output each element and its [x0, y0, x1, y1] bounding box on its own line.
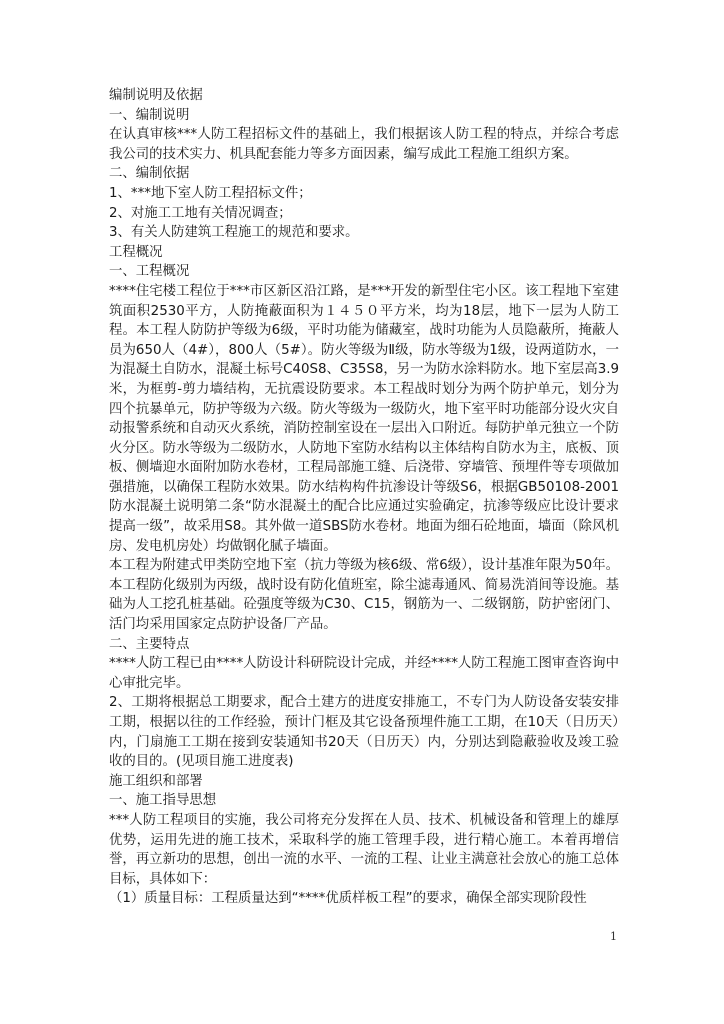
- paragraph: 在认真审核***人防工程招标文件的基础上，我们根据该人防工程的特点，并综合考虑我公司的技术实力、机具配套能力等多方面因素，编写成此工程施工组织方案。: [109, 127, 619, 162]
- subsection-heading: 二、编制依据: [109, 166, 190, 182]
- section-title: 施工组织和部署: [109, 773, 203, 789]
- paragraph: （1）质量目标：工程质量达到“****优质样板工程”的要求，确保全部实现阶段性: [109, 891, 587, 907]
- section-title: 编制说明及依据: [109, 88, 203, 103]
- list-item: 1、***地下室人防工程招标文件；: [109, 185, 312, 201]
- paragraph: ***人防工程项目的实施，我公司将充分发挥在人员、技术、机械设备和管理上的雄厚优势，运用先进的施工技术，采取科学的施工管理手段，进行精心施工。本着再增信誉，再立新功的思想，创出一流的水平、一流的工程、让业主满意社会放心的施工总体目标，具体如下：: [109, 812, 619, 887]
- document-body: [109, 86, 619, 909]
- list-item: 2、对施工工地有关情况调查；: [109, 205, 292, 221]
- paragraph: 本工程为附建式甲类防空地下室（抗力等级为核6级、常6级），设计基准年限为50年。本工程防化级别为丙级，战时设有防化值班室，除尘滤毒通风、简易洗消间等设施。基础为人工挖孔桩基础。砼强度等级为C30、C15，钢筋为一、二级钢筋，防护密闭门、活门均采用国家定点防护设备厂产品。: [109, 558, 619, 633]
- section-title: 工程概况: [109, 244, 163, 260]
- subsection-heading: 一、施工指导思想: [109, 793, 217, 809]
- paragraph: ****人防工程已由****人防设计科研院设计完成，并经****人防工程施工图审查咨询中心审批完毕。: [109, 656, 619, 691]
- paragraph: 2、工期将根据总工期要求，配合土建方的进度安排施工，不专门为人防设备安装安排工期，根据以往的工作经验，预计门框及其它设备预埋件施工工期，在10天（日历天）内，门扇施工工期在接到安装通知书20天（日历天）内，分别达到隐蔽验收及竣工验收的目的。(见项目施工进度表): [109, 695, 619, 770]
- subsection-heading: 二、主要特点: [109, 636, 190, 652]
- subsection-heading: 一、工程概况: [109, 264, 190, 280]
- subsection-heading: 一、编制说明: [109, 107, 190, 123]
- list-item: 3、有关人防建筑工程施工的规范和要求。: [109, 225, 359, 241]
- paragraph: ****住宅楼工程位于***市区新区沿江路，是***开发的新型住宅小区。该工程地下室建筑面积2530平方，人防掩蔽面积为１４５０平方米，均为18层，地下一层为人防工程。本工程人防防护等级为6级，平时功能为储藏室，战时功能为人员隐蔽所，掩蔽人员为650人（4#），800人（5#）。防火等级为Ⅱ级，防水等级为1级，设两道防水，一为混凝土自防水，混凝土标号C40S8、C35S8，另一为防水涂料防水。地下室层高3.9米，为框剪-剪力墙结构，无抗震设防要求。本工程战时划分为两个防护单元，划分为四个抗暴单元，防护等级为六级。防火等级为一级防火，地下室平时功能部分设火灾自动报警系统和自动灭火系统，消防控制室设在一层出入口附近。每防护单元独立一个防火分区。防水等级为二级防水，人防地下室防水结构以主体结构自防水为主，底板、顶板、侧墙迎水面附加防水卷材，工程局部施工缝、后浇带、穿墙管、预埋件等专项做加强措施，以确保工程防水效果。防水结构构件抗渗设计等级S6，根据GB50108-2001防水混凝土说明第二条“防水混凝土的配合比应通过实验确定，抗渗等级应比设计要求提高一级”，故采用S8。其外做一道SBS防水卷材。地面为细石砼地面，墙面（除风机房、发电机房处）均做钢化腻子墙面。: [109, 283, 619, 554]
- page-number: 1: [610, 930, 617, 943]
